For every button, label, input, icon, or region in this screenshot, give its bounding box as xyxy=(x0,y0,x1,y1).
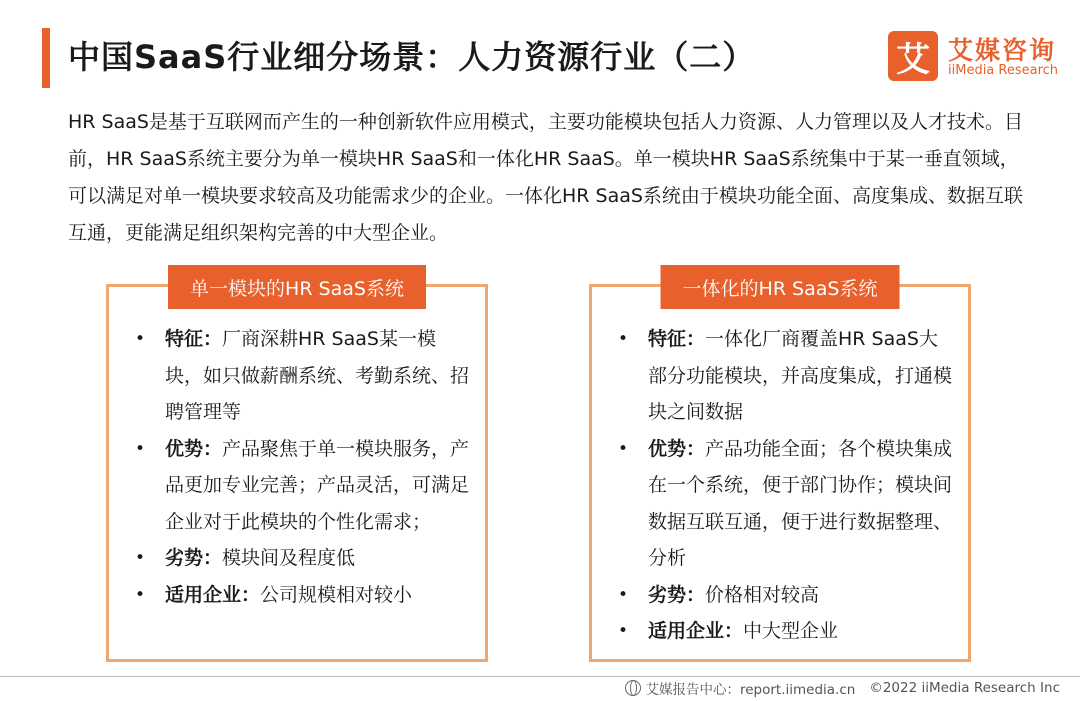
bullet-icon: • xyxy=(618,621,629,641)
footer-copyright: ©2022 iiMedia Research Inc xyxy=(869,680,1060,696)
item-key: 劣势： xyxy=(648,583,706,606)
list-item xyxy=(612,577,956,614)
list-item xyxy=(129,540,473,577)
title-accent-bar xyxy=(42,28,50,88)
intro-paragraph: HR SaaS是基于互联网而产生的一种创新软件应用模式，主要功能模块包括人力资源、人力管理以及人才技术。目前，HR SaaS系统主要分为单一模块HR SaaS和一体化HR SaaS。单一模块HR SaaS系统集中于某一垂直领域，可以满足对单一模块要求较高及功能需求少的企业。一体化HR SaaS系统由于模块功能全面、高度集成、数据互联互通，更能满足组织架构完善的中大型企业。 xyxy=(68,111,1023,244)
item-text: 一体化厂商覆盖HR SaaS大部分功能模块，并高度集成，打通模块之间数据 xyxy=(648,328,953,423)
page-title: 中国SaaS行业细分场景：人力资源行业（二） xyxy=(68,38,756,76)
item-text: 厂商深耕HR SaaS某一模块，如只做薪酬系统、考勤系统、招聘管理等 xyxy=(165,328,470,423)
item-text: 公司规模相对较小 xyxy=(260,583,413,606)
list-item xyxy=(129,321,473,431)
globe-icon xyxy=(625,680,641,696)
brand-logo xyxy=(888,31,1060,83)
feature-list xyxy=(129,321,473,613)
footer xyxy=(625,678,1060,698)
bullet-icon: • xyxy=(618,438,629,459)
item-key: 优势： xyxy=(165,437,223,460)
bullet-icon: • xyxy=(618,329,629,349)
item-key: 特征： xyxy=(165,328,223,350)
list-item xyxy=(129,431,473,541)
item-text: 价格相对较高 xyxy=(705,583,820,606)
list-item xyxy=(129,577,473,614)
feature-list xyxy=(612,321,956,650)
list-item xyxy=(612,321,956,431)
item-text: 中大型企业 xyxy=(743,620,839,642)
logo-name-cn: 艾媒咨询 xyxy=(948,36,1057,65)
list-item xyxy=(612,431,956,577)
item-key: 特征： xyxy=(648,328,706,350)
bullet-icon: • xyxy=(135,584,146,605)
bullet-icon: • xyxy=(135,438,146,459)
bullet-icon: • xyxy=(618,584,629,605)
panel-single-module xyxy=(106,277,488,662)
footer-source: 艾媒报告中心：report.iimedia.cn xyxy=(645,682,856,698)
item-text: 模块间及程度低 xyxy=(222,547,356,569)
item-key: 劣势： xyxy=(165,547,223,569)
panel-integrated xyxy=(589,277,971,662)
logo-name-en: iiMedia Research xyxy=(948,63,1059,78)
item-text: 产品功能全面；各个模块集成在一个系统，便于部门协作；模块间数据互联互通，便于进行数据整理、分析 xyxy=(648,437,953,569)
item-key: 适用企业： xyxy=(165,583,261,606)
panel-title: 单一模块的HR SaaS系统 xyxy=(168,265,426,309)
bullet-icon: • xyxy=(135,548,146,568)
panel-title: 一体化的HR SaaS系统 xyxy=(661,265,900,309)
item-key: 适用企业： xyxy=(648,620,744,642)
item-text: 产品聚焦于单一模块服务，产品更加专业完善；产品灵活，可满足企业对于此模块的个性化需求； xyxy=(165,437,470,533)
bullet-icon: • xyxy=(135,329,146,349)
list-item xyxy=(612,613,956,650)
item-key: 优势： xyxy=(648,437,706,460)
logo-mark-icon: 艾 xyxy=(888,31,938,81)
footer-divider xyxy=(0,676,1080,677)
